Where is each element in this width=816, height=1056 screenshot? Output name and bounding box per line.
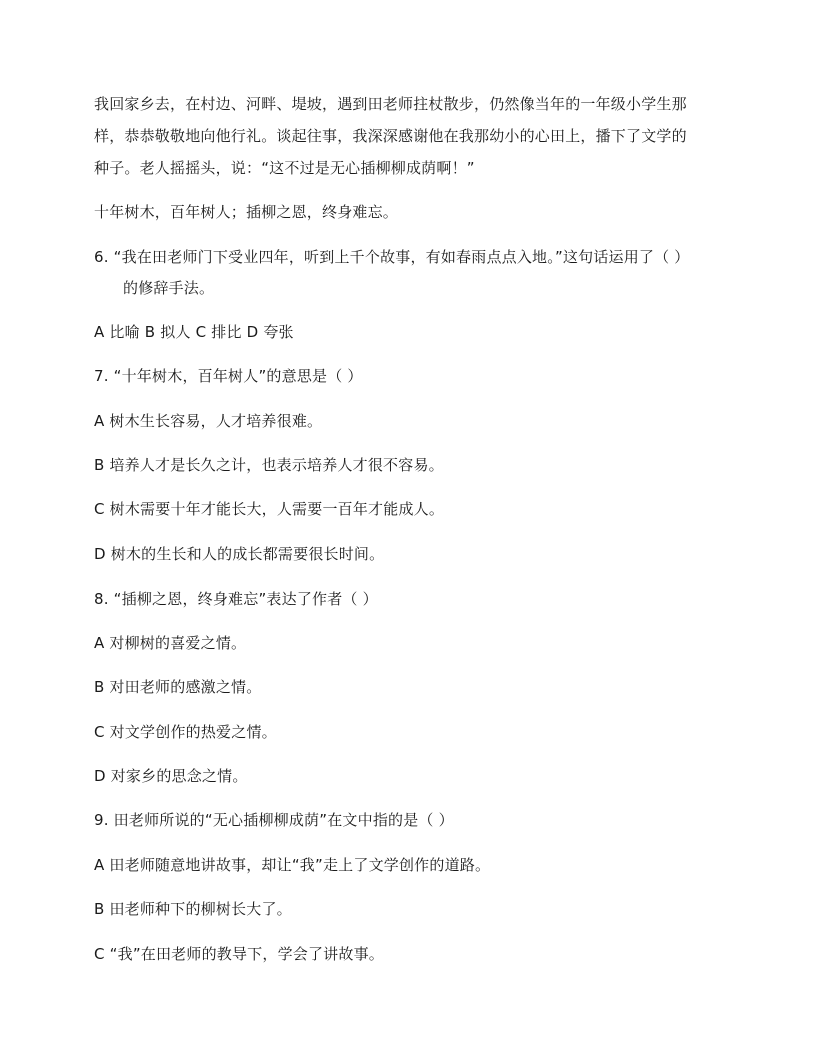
- question-9-stem: 9. 田老师所说的“无心插柳柳成荫”在文中指的是（ ）: [94, 811, 454, 829]
- question-7-option-d: D 树木的生长和人的成长都需要很长时间。: [94, 545, 385, 563]
- question-9-option-a: A 田老师随意地讲故事，却让“我”走上了文学创作的道路。: [94, 856, 491, 874]
- question-7-option-c: C 树木需要十年才能长大，人需要一百年才能成人。: [94, 500, 445, 518]
- question-6-options: A 比喻 B 拟人 C 排比 D 夸张: [94, 323, 294, 341]
- question-6-stem: 6. “我在田老师门下受业四年，听到上千个故事，有如春雨点点入地。”这句话运用了（ ）: [94, 248, 690, 266]
- question-7-stem: 7. “十年树木，百年树人”的意思是（ ）: [94, 367, 363, 385]
- question-7-option-a: A 树木生长容易，人才培养很难。: [94, 412, 323, 430]
- question-7-option-b: B 培养人才是长久之计，也表示培养人才很不容易。: [94, 456, 444, 474]
- question-9-option-c: C “我”在田老师的教导下，学会了讲故事。: [94, 945, 384, 963]
- passage-line: 我回家乡去，在村边、河畔、堤坡，遇到田老师拄杖散步，仍然像当年的一年级小学生那: [94, 95, 687, 113]
- question-8-stem: 8. “插柳之恩，终身难忘”表达了作者（ ）: [94, 590, 378, 608]
- question-9-option-b: B 田老师种下的柳树长大了。: [94, 900, 292, 918]
- question-8-option-c: C 对文学创作的热爱之情。: [94, 723, 277, 741]
- question-8-option-d: D 对家乡的思念之情。: [94, 767, 248, 785]
- passage-closing-line: 十年树木，百年树人；插柳之恩，终身难忘。: [94, 203, 399, 221]
- question-6-stem-continued: 的修辞手法。: [123, 279, 215, 297]
- question-8-option-b: B 对田老师的感激之情。: [94, 678, 262, 696]
- question-8-option-a: A 对柳树的喜爱之情。: [94, 634, 247, 652]
- passage-line: 样，恭恭敬敬地向他行礼。谈起往事，我深深感谢他在我那幼小的心田上，播下了文学的: [94, 127, 687, 145]
- passage-line: 种子。老人摇摇头，说：“这不过是无心插柳柳成荫啊！”: [94, 159, 475, 177]
